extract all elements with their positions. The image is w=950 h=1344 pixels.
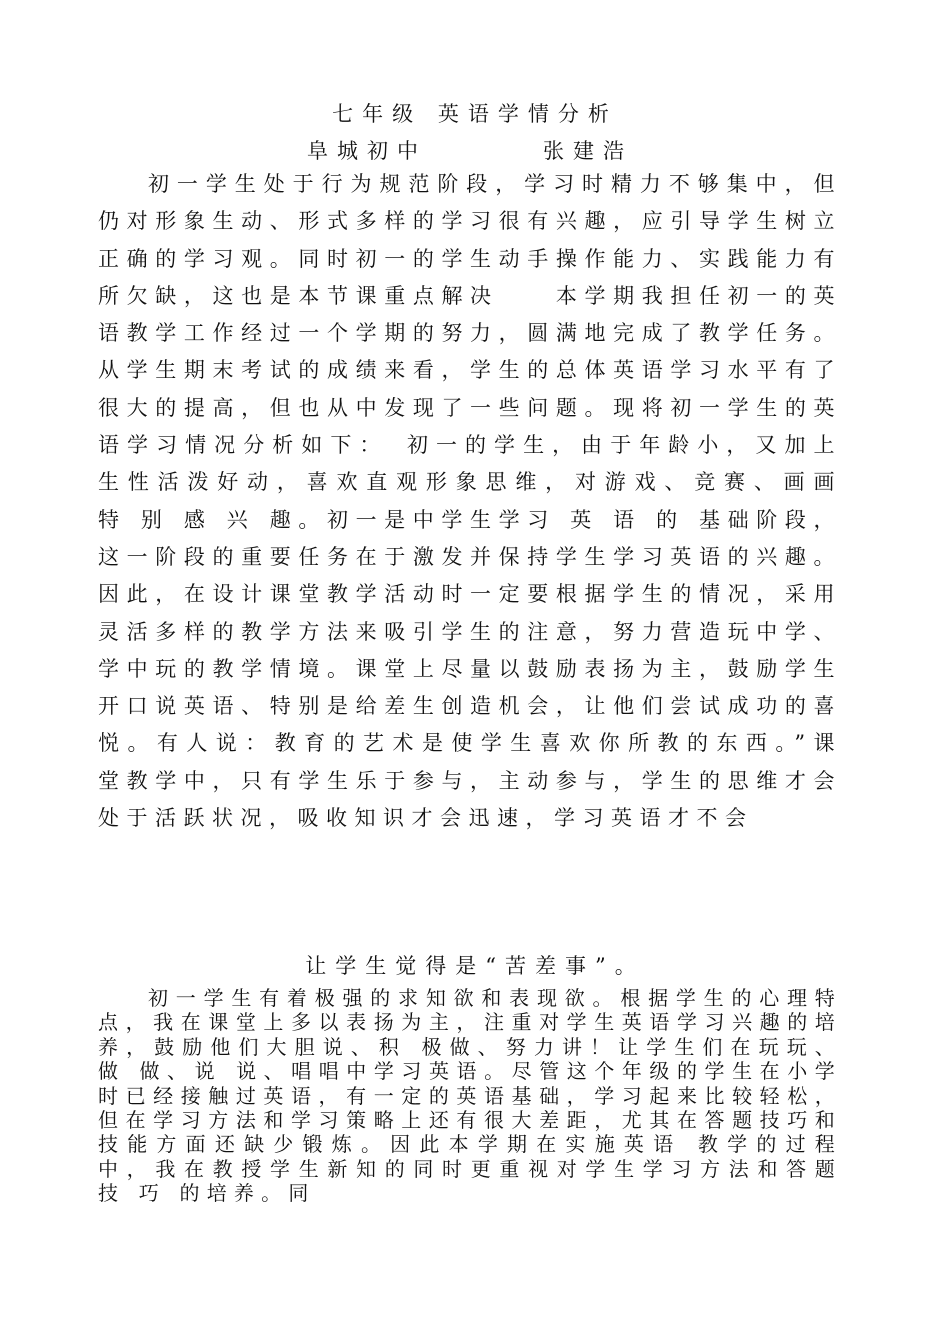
byline	[0, 137, 950, 165]
school-name: 阜城初中	[307, 139, 427, 163]
body-paragraph-1-closing-line: 让学生觉得是“苦差事”。	[305, 954, 645, 978]
body-paragraph-1: 初一学生处于行为规范阶段，学习时精力不够集中，但仍对形象生动、形式多样的学习很有兴趣，应引导学生树立正确的学习观。同时初一的学生动手操作能力、实践能力有所欠缺，这也是本节课重点解决 本学期我担任初一的英语教学工作经过一个学期的努力，圆满地完成了教学任务。从学生期末考试的成绩来看，学生的总体英语学习水平有了很大的提高，但也从中发现了一些问题。现将初一学生的英语学习情况分析如下： 初一的学生，由于年龄小，又加上生性活泼好动，喜欢直观形象思维，对游戏、竞赛、画画 特 别 感 兴 趣。初一是中学生学习 英 语 的 基础阶段，这一阶段的重要任务在于激发并保持学生学习英语的兴趣。因此，在设计课堂教学活动时一定要根据学生的情况，采用灵活多样的教学方法来吸引学生的注意，努力营造玩中学、学中玩的教学情境。课堂上尽量以鼓励表扬为主，鼓励学生开口说英语、特别是给差生创造机会，让他们尝试成功的喜悦。有人说：教育的艺术是使学生喜欢你所教的东西。”课堂教学中，只有学生乐于参与，主动参与，学生的思维才会处于活跃状况，吸收知识才会迅速，学习英语才不会	[98, 172, 842, 831]
author-name: 张建浩	[543, 139, 633, 163]
document-title: 七年级 英语学情分析	[332, 102, 618, 126]
body-paragraph-2: 初一学生有着极强的求知欲和表现欲。根据学生的心理特点，我在课堂上多以表扬为主，注重对学生英语学习兴趣的培养，鼓励他们大胆说、积 极做、努力讲！让学生们在玩玩、做 做、说 说、唱唱中学习英语。尽管这个年级的学生在小学时已经接触过英语，有一定的英语基础，学习起来比较轻松，但在学习方法和学习策略上还有很大差距，尤其在答题技巧和技能方面还缺少锻炼。因此本学期在实施英语 教学的过程中，我在教授学生新知的同时更重视对学生学习方法和答题 技 巧 的培养。同	[98, 986, 842, 1206]
